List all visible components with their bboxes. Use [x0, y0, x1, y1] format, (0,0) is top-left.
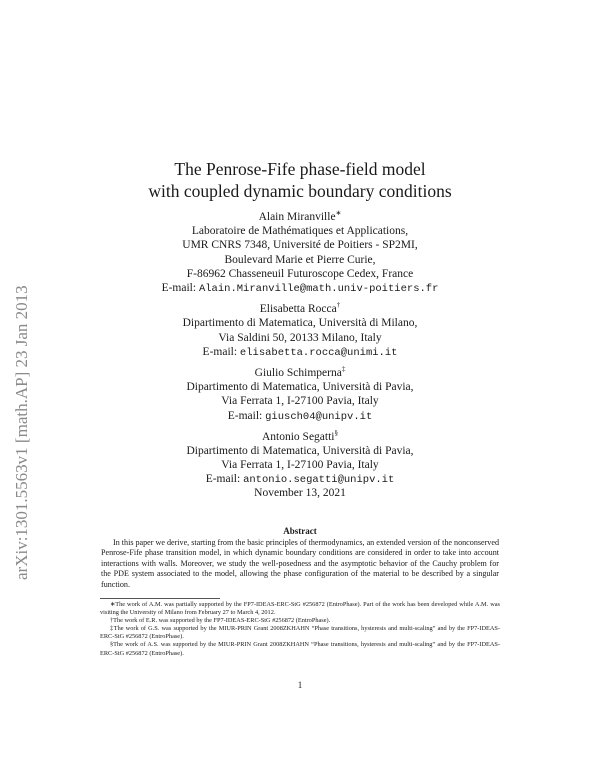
paper-title — [100, 158, 500, 202]
abstract-heading: Abstract — [283, 526, 317, 536]
email-address[interactable]: antonio.segatti@unipv.it — [243, 474, 395, 487]
affiliation-line: Dipartimento di Matematica, Università di Milano, — [182, 317, 418, 330]
affiliation-line: UMR CNRS 7348, Université de Poitiers - SP2MI, — [182, 239, 418, 252]
footnotes — [100, 601, 500, 658]
title-line-2: with coupled dynamic boundary conditions — [148, 181, 452, 201]
email-line: E-mail: Alain.Miranville@math.univ-poitiers.fr — [161, 282, 439, 296]
affiliation-line: Boulevard Marie et Pierre Curie, — [224, 253, 376, 266]
affiliation-line: F-86962 Chasseneuil Futuroscope Cedex, France — [186, 267, 414, 280]
page-number: 1 — [297, 680, 303, 690]
arxiv-stamp: arXiv:1301.5563v1 [math.AP] 23 Jan 2013 — [12, 285, 31, 580]
footnote-mark: § — [334, 429, 338, 438]
author-name: Antonio Segatti§ — [261, 429, 338, 443]
email-address[interactable]: giusch04@unipv.it — [265, 410, 373, 423]
affiliation-line: Via Ferrata 1, I-27100 Pavia, Italy — [221, 459, 379, 472]
affiliation-line: Dipartimento di Matematica, Università di Pavia, — [186, 445, 414, 458]
footnote: ‡The work of G.S. was supported by the MIUR-PRIN Grant 2008ZKHAHN “Phase transitions, hysteresis and multi-scaling” and by the FP7-IDEAS-ERC-StG #256872 (EntroPhase). — [100, 625, 500, 641]
footnote-mark: ‡ — [341, 365, 346, 374]
affiliation-line: Via Ferrata 1, I-27100 Pavia, Italy — [221, 395, 379, 408]
footnote-rule — [100, 598, 220, 599]
email-line: E-mail: antonio.segatti@unipv.it — [205, 473, 395, 487]
email-line: E-mail: elisabetta.rocca@unimi.it — [202, 345, 398, 359]
email-address[interactable]: elisabetta.rocca@unimi.it — [239, 346, 398, 359]
title-line-1: The Penrose-Fife phase-field model — [174, 159, 426, 179]
footnote: §The work of A.S. was supported by the MIUR-PRIN Grant 2008ZKHAHN “Phase transitions, hysteresis and multi-scaling” and by the FP7-IDEAS-ERC-StG #256872 (EntroPhase). — [100, 641, 500, 657]
email-line: E-mail: giusch04@unipv.it — [227, 409, 373, 423]
author-block — [100, 210, 500, 488]
affiliation-line: Laboratoire de Mathématiques et Applications, — [191, 225, 409, 238]
footnote: †The work of E.R. was supported by the FP7-IDEAS-ERC-StG #256872 (EntroPhase). — [110, 617, 331, 625]
author-name: Alain Miranville∗ — [258, 209, 342, 223]
author-name: Giulio Schimperna‡ — [254, 365, 346, 380]
email-address[interactable]: Alain.Miranville@math.univ-poitiers.fr — [198, 283, 439, 296]
abstract-text: In this paper we derive, starting from the basic principles of thermodynamics, an extended version of the nonconserved Penrose-Fife phase transition model, in which dynamic boundary conditions are considered in order to take into account interactions with walls. Moreover, we study the well-posedness and the asymptotic behavior of the Cauchy problem for the PDE system associated to the model, allowing the phase configuration of the material to be described by a singular function. — [101, 538, 499, 589]
affiliation-line: Dipartimento di Matematica, Università di Pavia, — [186, 381, 414, 394]
author-name: Elisabetta Rocca† — [259, 301, 341, 316]
affiliation-line: Via Saldini 50, 20133 Milano, Italy — [218, 331, 382, 344]
footnote-mark: ∗ — [335, 209, 342, 218]
footnote-mark: † — [336, 301, 341, 310]
footnote: ∗The work of A.M. was partially supported by the FP7-IDEAS-ERC-StG #256872 (EntroPhase). Part of the work has been developed while A.M. was visiting the University of Milano from February 27 to March 4, 2012. — [100, 601, 500, 617]
paper-date: November 13, 2021 — [254, 487, 346, 499]
